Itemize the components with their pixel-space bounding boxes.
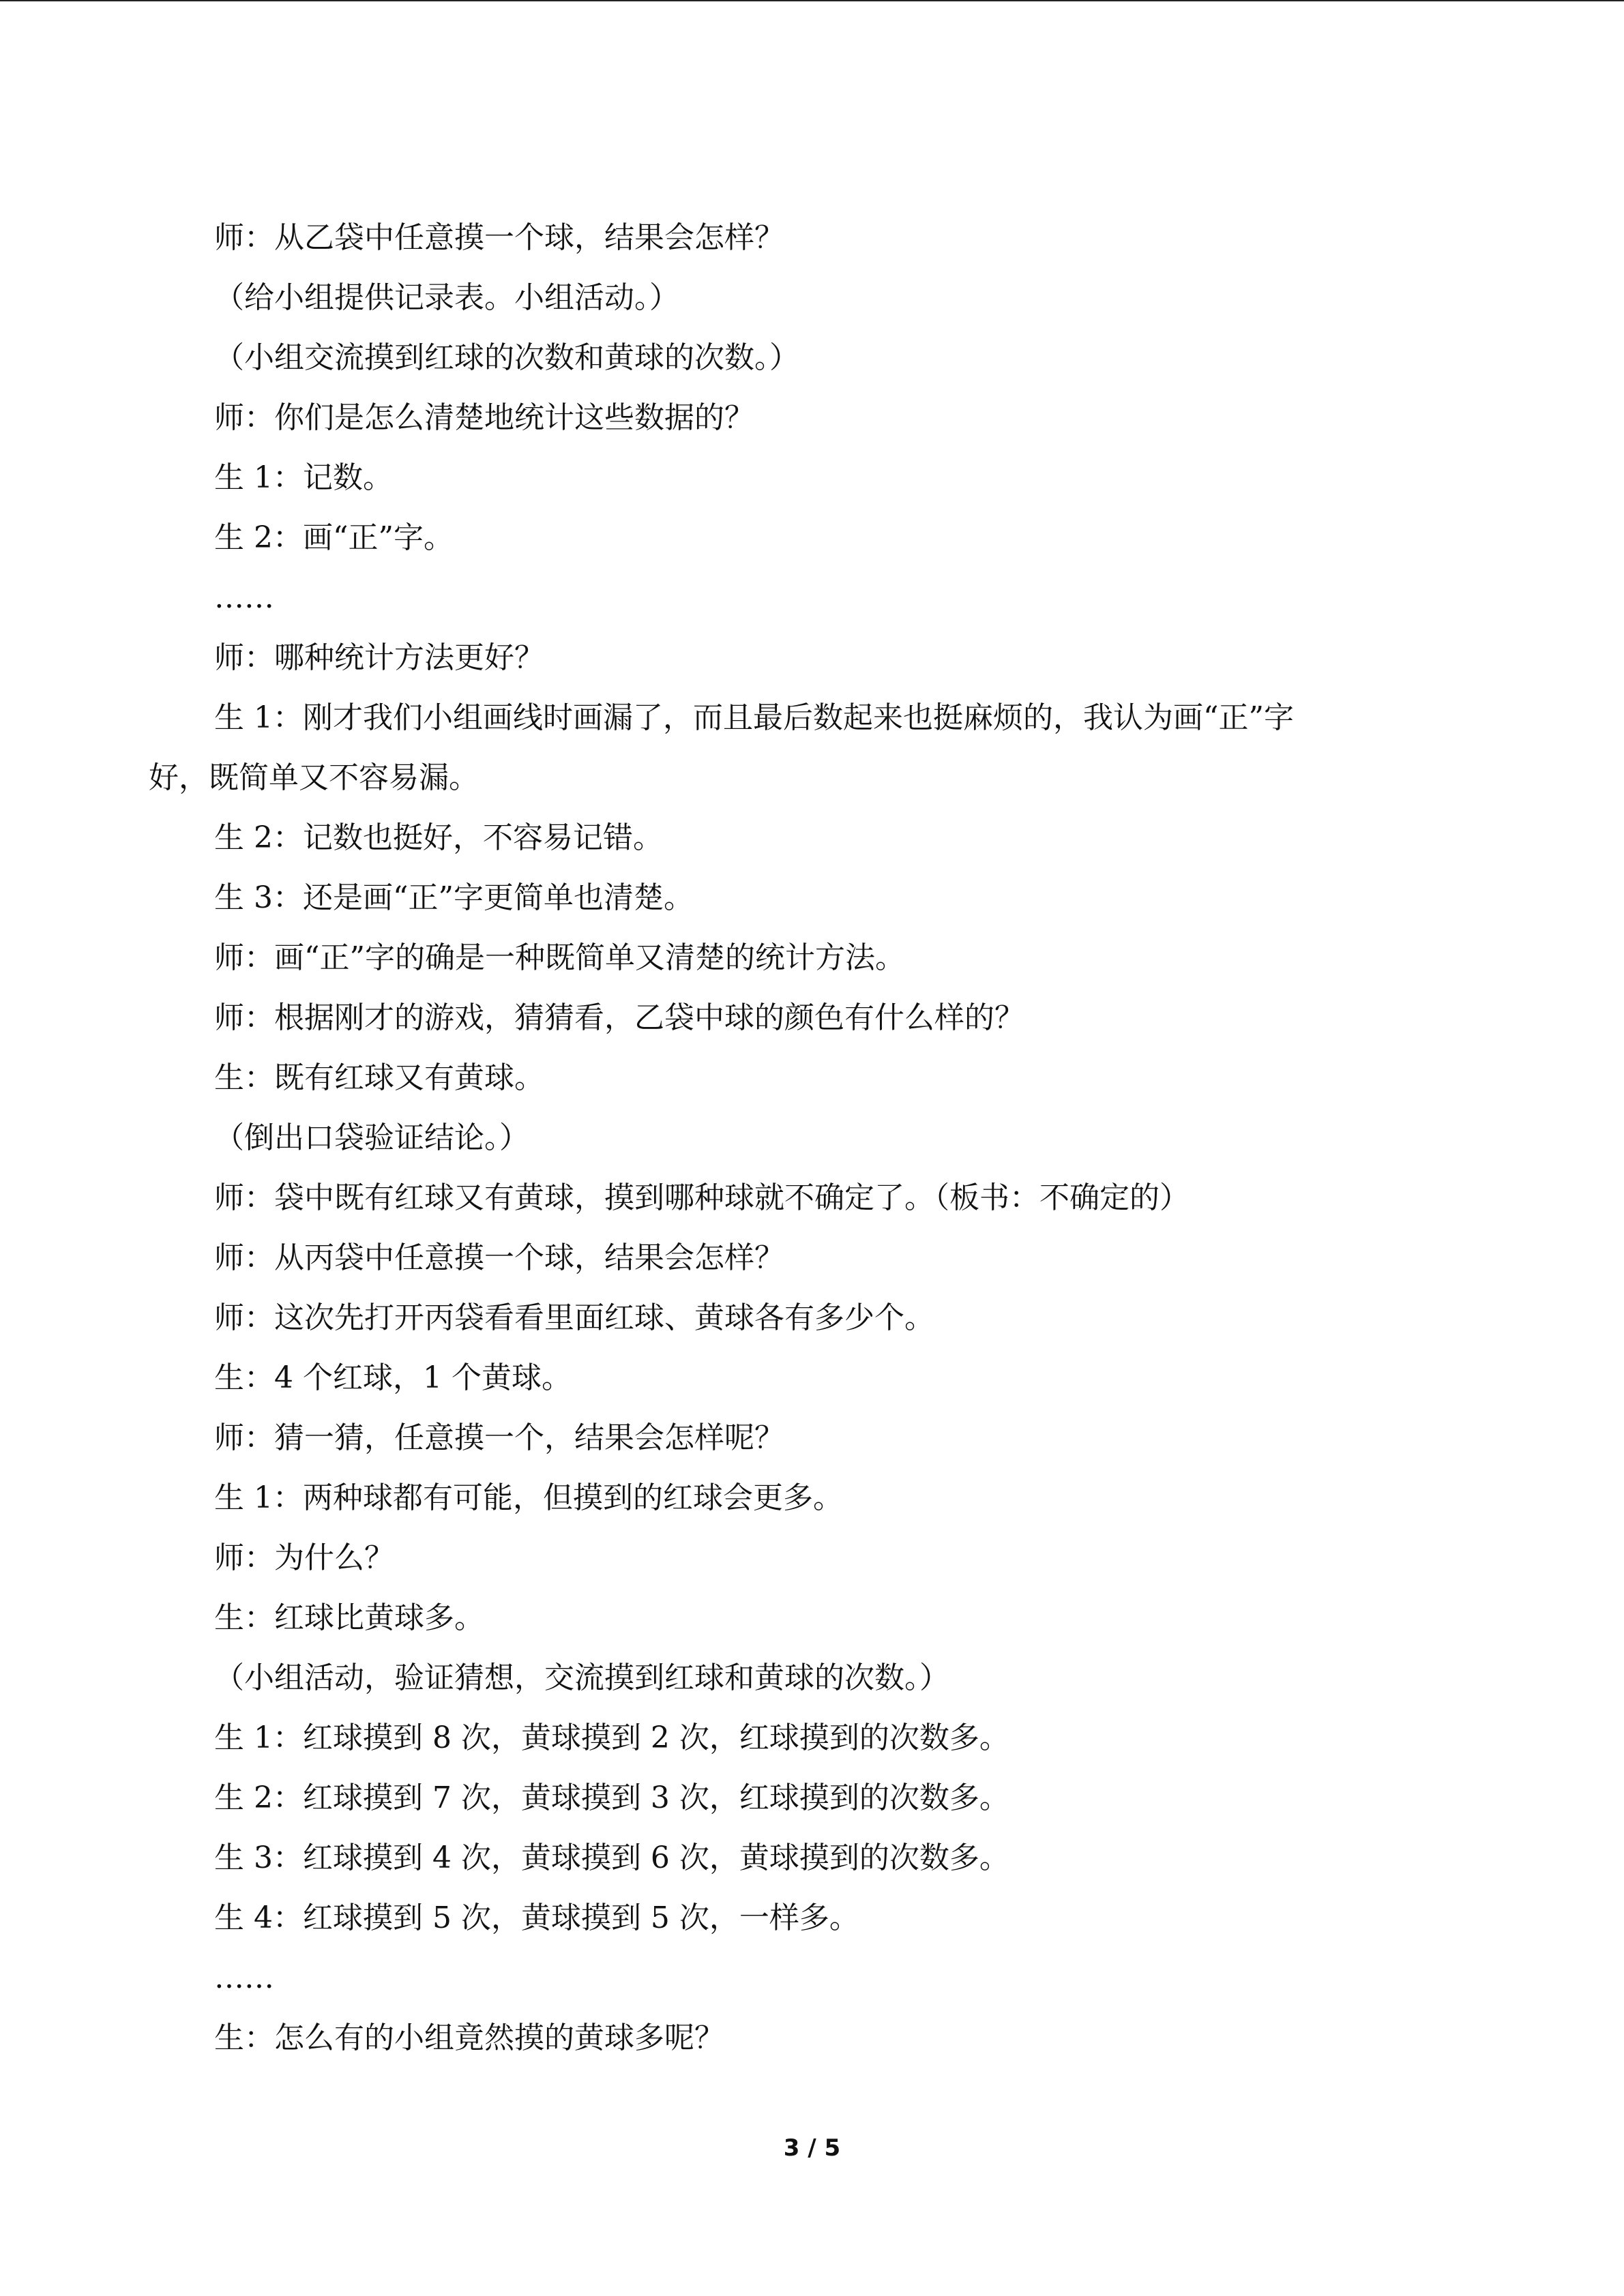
paragraph-line: 生：怎么有的小组竟然摸的黄球多呢？ bbox=[214, 2021, 724, 2055]
paragraph-continuation-line: 好，既简单又不容易漏。 bbox=[149, 760, 479, 795]
paragraph-line: （倒出口袋验证结论。） bbox=[214, 1120, 529, 1155]
paragraph-line: 生 1：两种球都有可能，但摸到的红球会更多。 bbox=[214, 1480, 843, 1515]
paragraph-line: 生 2：红球摸到 7 次，黄球摸到 3 次，红球摸到的次数多。 bbox=[214, 1780, 1009, 1815]
paragraph-line: 师：从丙袋中任意摸一个球，结果会怎样？ bbox=[214, 1240, 784, 1275]
paragraph-line: 生：红球比黄球多。 bbox=[214, 1600, 484, 1635]
paragraph-line: 师：为什么？ bbox=[214, 1540, 394, 1575]
ellipsis-line: …… bbox=[214, 1960, 274, 1995]
paragraph-line: （小组活动，验证猜想，交流摸到红球和黄球的次数。） bbox=[214, 1660, 949, 1695]
paragraph-line: 师：袋中既有红球又有黄球，摸到哪种球就不确定了。（板书：不确定的） bbox=[214, 1180, 1190, 1215]
paragraph-line: 师：你们是怎么清楚地统计这些数据的？ bbox=[214, 400, 754, 435]
paragraph-line: 生 3：还是画“正”字更简单也清楚。 bbox=[214, 880, 694, 915]
paragraph-line: 师：画“正”字的确是一种既简单又清楚的统计方法。 bbox=[214, 940, 905, 975]
paragraph-line: 师：根据刚才的游戏，猜猜看，乙袋中球的颜色有什么样的？ bbox=[214, 1000, 1024, 1035]
paragraph-line: 生 4：红球摸到 5 次，黄球摸到 5 次，一样多。 bbox=[214, 1900, 859, 1935]
paragraph-line: （小组交流摸到红球的次数和黄球的次数。） bbox=[214, 340, 799, 375]
paragraph-line: 生 2：画“正”字。 bbox=[214, 520, 454, 555]
paragraph-line: （给小组提供记录表。小组活动。） bbox=[214, 280, 679, 315]
paragraph-line: 师：从乙袋中任意摸一个球，结果会怎样？ bbox=[214, 220, 784, 255]
paragraph-line: 生 2：记数也挺好，不容易记错。 bbox=[214, 820, 663, 855]
paragraph-line: 生 3：红球摸到 4 次，黄球摸到 6 次，黄球摸到的次数多。 bbox=[214, 1840, 1009, 1875]
document-body bbox=[149, 208, 1424, 2068]
paragraph-line: 生：既有红球又有黄球。 bbox=[214, 1060, 544, 1095]
paragraph-line: 师：这次先打开丙袋看看里面红球、黄球各有多少个。 bbox=[214, 1300, 934, 1335]
paragraph-line: 生 1：记数。 bbox=[214, 460, 393, 495]
paragraph-line: 生 1：刚才我们小组画线时画漏了，而且最后数起来也挺麻烦的，我认为画“正”字 bbox=[214, 700, 1294, 735]
ellipsis-line: …… bbox=[214, 580, 274, 615]
top-border-line bbox=[0, 0, 1624, 1]
paragraph-line: 生：4 个红球，1 个黄球。 bbox=[214, 1360, 572, 1395]
page-number: 3 / 5 bbox=[783, 2134, 841, 2162]
paragraph-line: 师：猜一猜，任意摸一个，结果会怎样呢？ bbox=[214, 1420, 784, 1455]
paragraph-line: 生 1：红球摸到 8 次，黄球摸到 2 次，红球摸到的次数多。 bbox=[214, 1720, 1009, 1755]
paragraph-line: 师：哪种统计方法更好？ bbox=[214, 640, 544, 675]
